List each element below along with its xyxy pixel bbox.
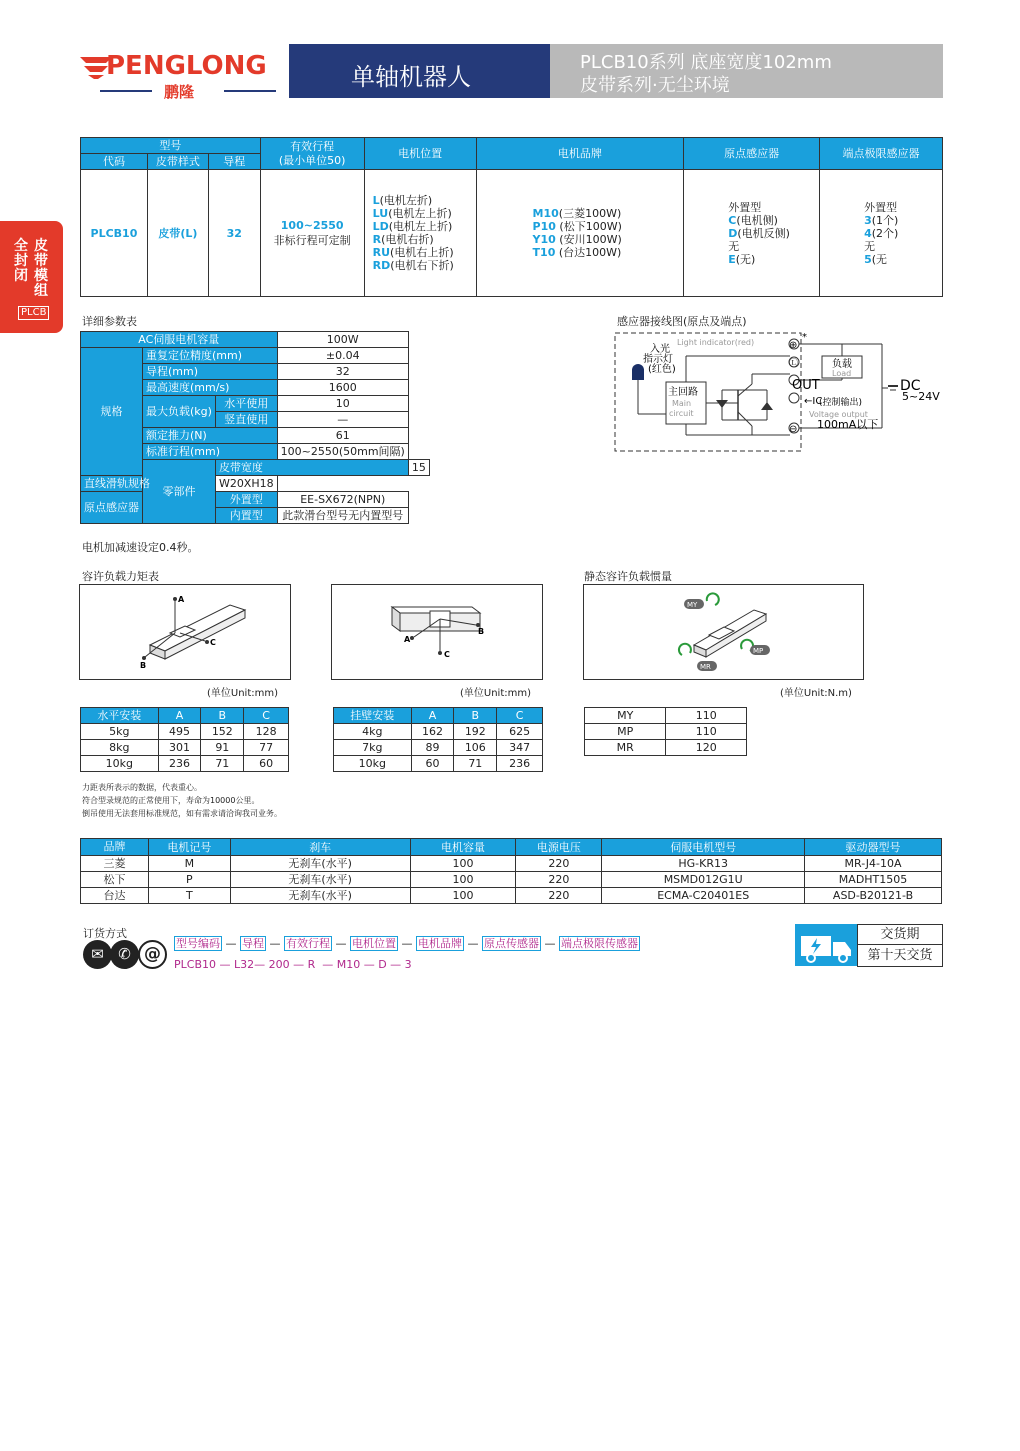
detail-label: 皮带宽度 [215, 460, 408, 476]
limit-code: 4 [864, 226, 872, 240]
limit-item [864, 227, 939, 240]
origin-item [728, 214, 816, 227]
moment-note: 力距表所表示的数据，代表重心。 [82, 783, 202, 792]
model-data-row [81, 170, 943, 297]
brand-code: Y10 [532, 233, 556, 246]
header-right-band [550, 44, 943, 98]
table-cell: 106 [454, 740, 497, 756]
motor-pos-code: L [372, 194, 380, 207]
limit-desc: 外置型 [864, 200, 898, 214]
origin-item [728, 240, 816, 253]
table-cell: ECMA-C20401ES [602, 888, 805, 904]
origin-code: C [728, 213, 737, 227]
led-base-icon [632, 372, 644, 380]
inertia-table [584, 707, 747, 756]
ic-label: ←IC [804, 396, 823, 407]
limit-item [864, 253, 939, 266]
dc-range-label: 5~24V [902, 390, 940, 403]
table-cell: 301 [158, 740, 201, 756]
moment-unit-1: (单位Unit:mm) [207, 688, 279, 699]
red-label: (红色) [648, 364, 676, 375]
origin-desc: (电机反侧) [737, 226, 790, 240]
moment-note: 倒吊使用无法套用标准规范，如有需求请洽询我司业务。 [82, 809, 282, 818]
brand-table [80, 838, 942, 904]
order-code-boxes [174, 935, 640, 951]
motor-pos-desc: (电机右下折) [390, 259, 454, 272]
limit-code: 3 [864, 213, 872, 227]
stroke-header-line2: (最小单位50) [278, 153, 346, 167]
table-header-cell: 电机容量 [410, 839, 516, 856]
detail-group: 零部件 [143, 460, 216, 524]
wiring-title: 感应器接线图(原点及端点) [617, 315, 747, 328]
detail-value: 此款滑台型号无内置型号 [277, 508, 408, 524]
detail-label: AC伺服电机容量 [81, 332, 278, 348]
model-code: PLCB10 [81, 170, 148, 297]
l-label: Ⓛ [789, 359, 799, 369]
order-box: 导程 [242, 937, 264, 950]
series-line2: 皮带系列·无尘环境 [580, 75, 730, 96]
detail-row [81, 348, 430, 364]
table-cell: HG-KR13 [602, 856, 805, 872]
main-en-label: Main [672, 399, 692, 408]
origin-desc: (电机侧) [736, 213, 778, 227]
order-box: 端点极限传感器 [561, 937, 638, 950]
order-example: PLCB10 — L32— 200 — R — M10 — D — 3 [174, 958, 412, 971]
detail-label: 额定推力(N) [143, 428, 278, 444]
table-row [81, 888, 942, 904]
table-cell: M [148, 856, 230, 872]
logo-rule-right [224, 90, 276, 92]
table-cell: 152 [201, 724, 244, 740]
table-cell: 8kg [81, 740, 159, 756]
wiring-diagram [612, 328, 952, 456]
logo-cn: 鹏隆 [164, 83, 195, 101]
stroke-custom: 非标行程可定制 [273, 234, 351, 247]
inertia-illustration [584, 585, 863, 679]
axis-b-dot [142, 656, 146, 660]
my-badge-label: MY [687, 601, 698, 609]
brand-desc: (松下100W) [555, 220, 622, 233]
indicator-label: 指示灯 [643, 354, 673, 365]
table-row [585, 708, 747, 724]
table-cell: 192 [454, 724, 497, 740]
detail-sublabel: 内置型 [215, 508, 277, 524]
table-cell: 625 [497, 724, 543, 740]
ic-terminal-icon [789, 393, 799, 403]
table-header-cell: 伺服电机型号 [602, 839, 805, 856]
table-cell: 100 [410, 856, 516, 872]
table-header-cell: C [497, 708, 543, 724]
order-box: 原点传感器 [484, 937, 539, 950]
axis-a-label: A [404, 635, 411, 644]
load-en-label: Load [832, 369, 852, 378]
table-header-cell: 挂壁安装 [334, 708, 412, 724]
detail-sublabel: 竖直使用 [215, 412, 277, 428]
table-row [81, 872, 942, 888]
table-row [585, 740, 747, 756]
motor-pos-code: LD [372, 220, 389, 233]
minus-label: ⊖ [789, 424, 798, 435]
limit-desc: 无 [864, 239, 876, 253]
order-box: 有效行程 [286, 937, 330, 950]
model-belt: 皮带(L) [147, 170, 208, 297]
table-row [334, 724, 543, 740]
out-label: OUT [792, 378, 820, 393]
model-header-motor-brand: 电机品牌 [476, 138, 684, 170]
model-header-model: 型号 [81, 138, 261, 154]
table-cell: 110 [666, 708, 747, 724]
table-row [81, 740, 289, 756]
detail-table [80, 331, 430, 524]
model-table [80, 137, 943, 297]
table-cell: 236 [158, 756, 201, 772]
detail-label: 直线滑轨规格 [81, 476, 216, 492]
motor-pos-item [373, 194, 473, 207]
table-row [81, 856, 942, 872]
table-cell: 4kg [334, 724, 412, 740]
table-cell: 220 [516, 888, 602, 904]
inertia-unit: (单位Unit:N.m) [780, 688, 852, 699]
table-header-cell: 刹车 [230, 839, 410, 856]
series-line1: PLCB10系列 底座宽度102mm [580, 52, 832, 73]
motor-pos-item [373, 207, 473, 220]
table-header-row [81, 708, 289, 724]
rotate-my-icon [707, 593, 719, 605]
detail-row [81, 332, 430, 348]
table-cell: 无刹车(水平) [230, 856, 410, 872]
motor-pos-code: RD [372, 259, 391, 272]
brand-code: T10 [532, 246, 556, 259]
phone-icon: ✆ [110, 940, 139, 969]
detail-label: 最高速度(mm/s) [143, 380, 278, 396]
inertia-figure [583, 584, 864, 680]
detail-label: 标准行程(mm) [143, 444, 278, 460]
table-cell: 71 [201, 756, 244, 772]
table-header-row [81, 839, 942, 856]
moment-title: 容许负载力矩表 [82, 570, 159, 583]
brand-item [533, 246, 681, 259]
table-row [334, 756, 543, 772]
motor-pos-code: RU [372, 246, 391, 259]
table-cell: 100 [410, 888, 516, 904]
order-sep: — [401, 937, 413, 950]
transistor-icon [738, 412, 752, 426]
model-header-motor-pos: 电机位置 [364, 138, 476, 170]
origin-item [728, 253, 816, 266]
detail-row [81, 492, 430, 508]
model-motor-pos [364, 170, 476, 297]
table-header-cell: B [454, 708, 497, 724]
motor-pos-desc: (电机左上折) [388, 207, 452, 220]
model-header-code: 代码 [81, 154, 148, 170]
moment-figure-wall [331, 584, 543, 680]
detail-note: 电机加减速设定0.4秒。 [82, 541, 199, 554]
light-indicator-en: Light indicator(red) [677, 338, 755, 347]
table-cell: 5kg [81, 724, 159, 740]
wall-moment-table [333, 707, 543, 772]
table-cell: 无刹车(水平) [230, 872, 410, 888]
model-lead: 32 [208, 170, 260, 297]
model-header-stroke [260, 138, 364, 170]
table-header-cell: 品牌 [81, 839, 149, 856]
detail-label: 最大负载(kg) [143, 396, 216, 428]
order-sep: — [467, 937, 479, 950]
motor-pos-item [373, 246, 473, 259]
light-in-label: 入光 [650, 344, 670, 355]
table-header-cell: A [158, 708, 201, 724]
table-header-cell: 水平安装 [81, 708, 159, 724]
table-cell: 台达 [81, 888, 149, 904]
motor-pos-desc: (电机右折) [381, 233, 434, 246]
table-header-cell: B [201, 708, 244, 724]
table-cell: 347 [497, 740, 543, 756]
moment-note: 符合型录规范的正常使用下，寿命为10000公里。 [82, 796, 260, 805]
order-box: 型号编码 [176, 937, 220, 950]
delivery-label: 交货期 [857, 924, 943, 945]
rotate-mr-icon [679, 644, 691, 655]
order-box: 电机位置 [352, 937, 396, 950]
table-cell: 110 [666, 724, 747, 740]
table-cell: 495 [158, 724, 201, 740]
motor-pos-desc: (电机左折) [379, 194, 433, 207]
limit-desc: (无 [871, 252, 888, 266]
table-cell: P [148, 872, 230, 888]
table-cell: MR [585, 740, 666, 756]
detail-sublabel: 外置型 [215, 492, 277, 508]
detail-value: 10 [277, 396, 408, 412]
table-cell: 100 [410, 872, 516, 888]
limit-code: 5 [864, 252, 872, 266]
origin-desc: 无 [728, 239, 740, 253]
table-header-cell: 驱动器型号 [805, 839, 942, 856]
brand-item [533, 207, 681, 220]
page-title: 单轴机器人 [351, 63, 471, 91]
model-header-limit: 端点极限感应器 [820, 138, 943, 170]
limit-desc: (1个) [871, 213, 899, 227]
table-cell: 10kg [81, 756, 159, 772]
axis-c-label: C [210, 638, 216, 647]
table-cell: 10kg [334, 756, 412, 772]
limit-item [864, 214, 939, 227]
brand-item [533, 233, 681, 246]
table-cell: 77 [244, 740, 289, 756]
origin-desc: 外置型 [728, 200, 762, 214]
order-sep: — [225, 937, 237, 950]
axis-a-label: A [178, 595, 185, 604]
brand-desc: (三菱100W) [558, 207, 622, 220]
truck-icon [795, 924, 857, 966]
model-stroke [260, 170, 364, 297]
origin-item [728, 227, 816, 240]
table-cell: 162 [411, 724, 454, 740]
model-motor-brand [476, 170, 684, 297]
table-row [334, 740, 543, 756]
header-center-band [289, 44, 550, 98]
table-cell: ASD-B20121-B [805, 888, 942, 904]
detail-sublabel: 水平使用 [215, 396, 277, 412]
table-cell: 无刹车(水平) [230, 888, 410, 904]
order-sep: — [269, 937, 281, 950]
order-sep: — [335, 937, 347, 950]
table-cell: 7kg [334, 740, 412, 756]
mail-icon: ✉ [83, 940, 112, 969]
table-header-cell: 电源电压 [516, 839, 602, 856]
detail-group: 规格 [81, 348, 143, 476]
table-cell: 120 [666, 740, 747, 756]
axis-b-label: B [140, 661, 147, 670]
table-cell: 220 [516, 856, 602, 872]
brand-desc: (台达100W) [555, 246, 622, 259]
table-cell: 三菱 [81, 856, 149, 872]
detail-value: 100~2550(50mm间隔) [277, 444, 408, 460]
motor-pos-item [373, 259, 473, 272]
circuit-en-label: circuit [669, 409, 694, 418]
table-cell: MSMD012G1U [602, 872, 805, 888]
detail-value: 61 [277, 428, 408, 444]
limit-item [864, 201, 939, 214]
motor-pos-item [373, 220, 473, 233]
voltage-en-label: Voltage output [809, 410, 868, 419]
origin-code: E [728, 252, 736, 266]
motor-pos-desc: (电机右上折) [390, 246, 454, 259]
origin-code: D [728, 226, 738, 240]
table-cell: MP [585, 724, 666, 740]
detail-value: — [277, 412, 408, 428]
detail-value: W20XH18 [215, 476, 277, 492]
axis-c-dot [205, 640, 209, 644]
current-label: 100mA以下 [817, 418, 879, 431]
detail-value: 100W [277, 332, 408, 348]
motor-pos-desc: (电机左上折) [388, 220, 453, 233]
horizontal-moment-table [80, 707, 289, 772]
table-cell: 60 [411, 756, 454, 772]
stroke-header-line1: 有效行程 [290, 139, 335, 153]
horizontal-rail-illustration [80, 585, 290, 679]
model-header-origin: 原点感应器 [684, 138, 820, 170]
origin-item [728, 201, 816, 214]
detail-label: 重复定位精度(mm) [143, 348, 278, 364]
axis-a-dot [173, 597, 177, 601]
detail-value: 15 [408, 460, 429, 476]
table-cell: 236 [497, 756, 543, 772]
axis-c-label: C [444, 650, 450, 659]
side-tab-line1: 皮带模组 [34, 238, 48, 299]
table-cell: MR-J4-10A [805, 856, 942, 872]
load-label: 负载 [832, 359, 852, 370]
detail-value: 32 [277, 364, 408, 380]
table-row [585, 724, 747, 740]
contact-icons [83, 940, 171, 970]
table-row [81, 724, 289, 740]
moment-notes [82, 781, 282, 820]
logo [78, 50, 283, 100]
limit-desc: (2个) [871, 226, 899, 240]
table-cell: T [148, 888, 230, 904]
logo-text: PENGLONG [106, 51, 267, 81]
detail-label: 原点感应器 [81, 492, 143, 524]
side-tab [0, 221, 63, 333]
detail-value: ±0.04 [277, 348, 408, 364]
detail-label: 导程(mm) [143, 364, 278, 380]
sensor-outline [615, 333, 801, 451]
motor-pos-item [373, 233, 473, 246]
detail-value: 1600 [277, 380, 408, 396]
table-cell: 91 [201, 740, 244, 756]
origin-desc: (无) [735, 252, 756, 266]
email-at-icon: @ [138, 940, 167, 969]
model-origin [684, 170, 820, 297]
table-cell: 128 [244, 724, 289, 740]
table-cell: 71 [454, 756, 497, 772]
brand-item [533, 220, 681, 233]
table-header-cell: C [244, 708, 289, 724]
motor-pos-code: LU [372, 207, 389, 220]
model-header-belt: 皮带样式 [147, 154, 208, 170]
dc-label: DC [900, 378, 921, 394]
table-cell: MY [585, 708, 666, 724]
limit-item [864, 240, 939, 253]
table-header-row [334, 708, 543, 724]
plus-label: ⊕ [789, 340, 798, 351]
side-tab-code: PLCB [18, 306, 49, 320]
table-cell: 60 [244, 756, 289, 772]
table-cell: 89 [411, 740, 454, 756]
axis-a-dot [410, 636, 414, 640]
brand-desc: (安川100W) [555, 233, 622, 246]
ic-cn-label: (控制输出) [819, 398, 863, 408]
order-box: 电机品牌 [418, 937, 462, 950]
delivery-box [795, 924, 942, 966]
moment-unit-2: (单位Unit:mm) [460, 688, 532, 699]
main-circuit-label: 主回路 [668, 387, 698, 398]
moment-figure-horizontal [79, 584, 291, 680]
side-tab-line2: 全封闭 [14, 238, 28, 284]
order-sep: — [544, 937, 556, 950]
wall-rail-illustration [332, 585, 542, 679]
stroke-range: 100~2550 [280, 219, 344, 232]
table-cell: 220 [516, 872, 602, 888]
table-cell: 松下 [81, 872, 149, 888]
axis-b-label: B [478, 627, 485, 636]
star-label: * [802, 332, 807, 343]
table-header-cell: 电机记号 [148, 839, 230, 856]
table-cell: MADHT1505 [805, 872, 942, 888]
model-header-lead: 导程 [208, 154, 260, 170]
brand-code: M10 [532, 207, 559, 220]
diode-icon [716, 400, 728, 408]
order-title: 订货方式 [83, 927, 127, 940]
detail-row [81, 476, 430, 492]
detail-value: EE-SX672(NPN) [277, 492, 408, 508]
model-limit [820, 170, 943, 297]
detail-title: 详细参数表 [82, 315, 137, 328]
delivery-value: 第十天交货 [857, 944, 943, 967]
motor-pos-code: R [372, 233, 382, 246]
zener-icon [761, 402, 773, 410]
mp-badge-label: MP [753, 647, 764, 655]
inertia-title: 静态容许负载惯量 [584, 570, 672, 583]
table-header-cell: A [411, 708, 454, 724]
model-header-row1 [81, 138, 943, 154]
logo-rule-left [100, 90, 152, 92]
axis-c-dot [438, 651, 442, 655]
table-row [81, 756, 289, 772]
mr-badge-label: MR [700, 663, 711, 671]
brand-code: P10 [532, 220, 556, 233]
